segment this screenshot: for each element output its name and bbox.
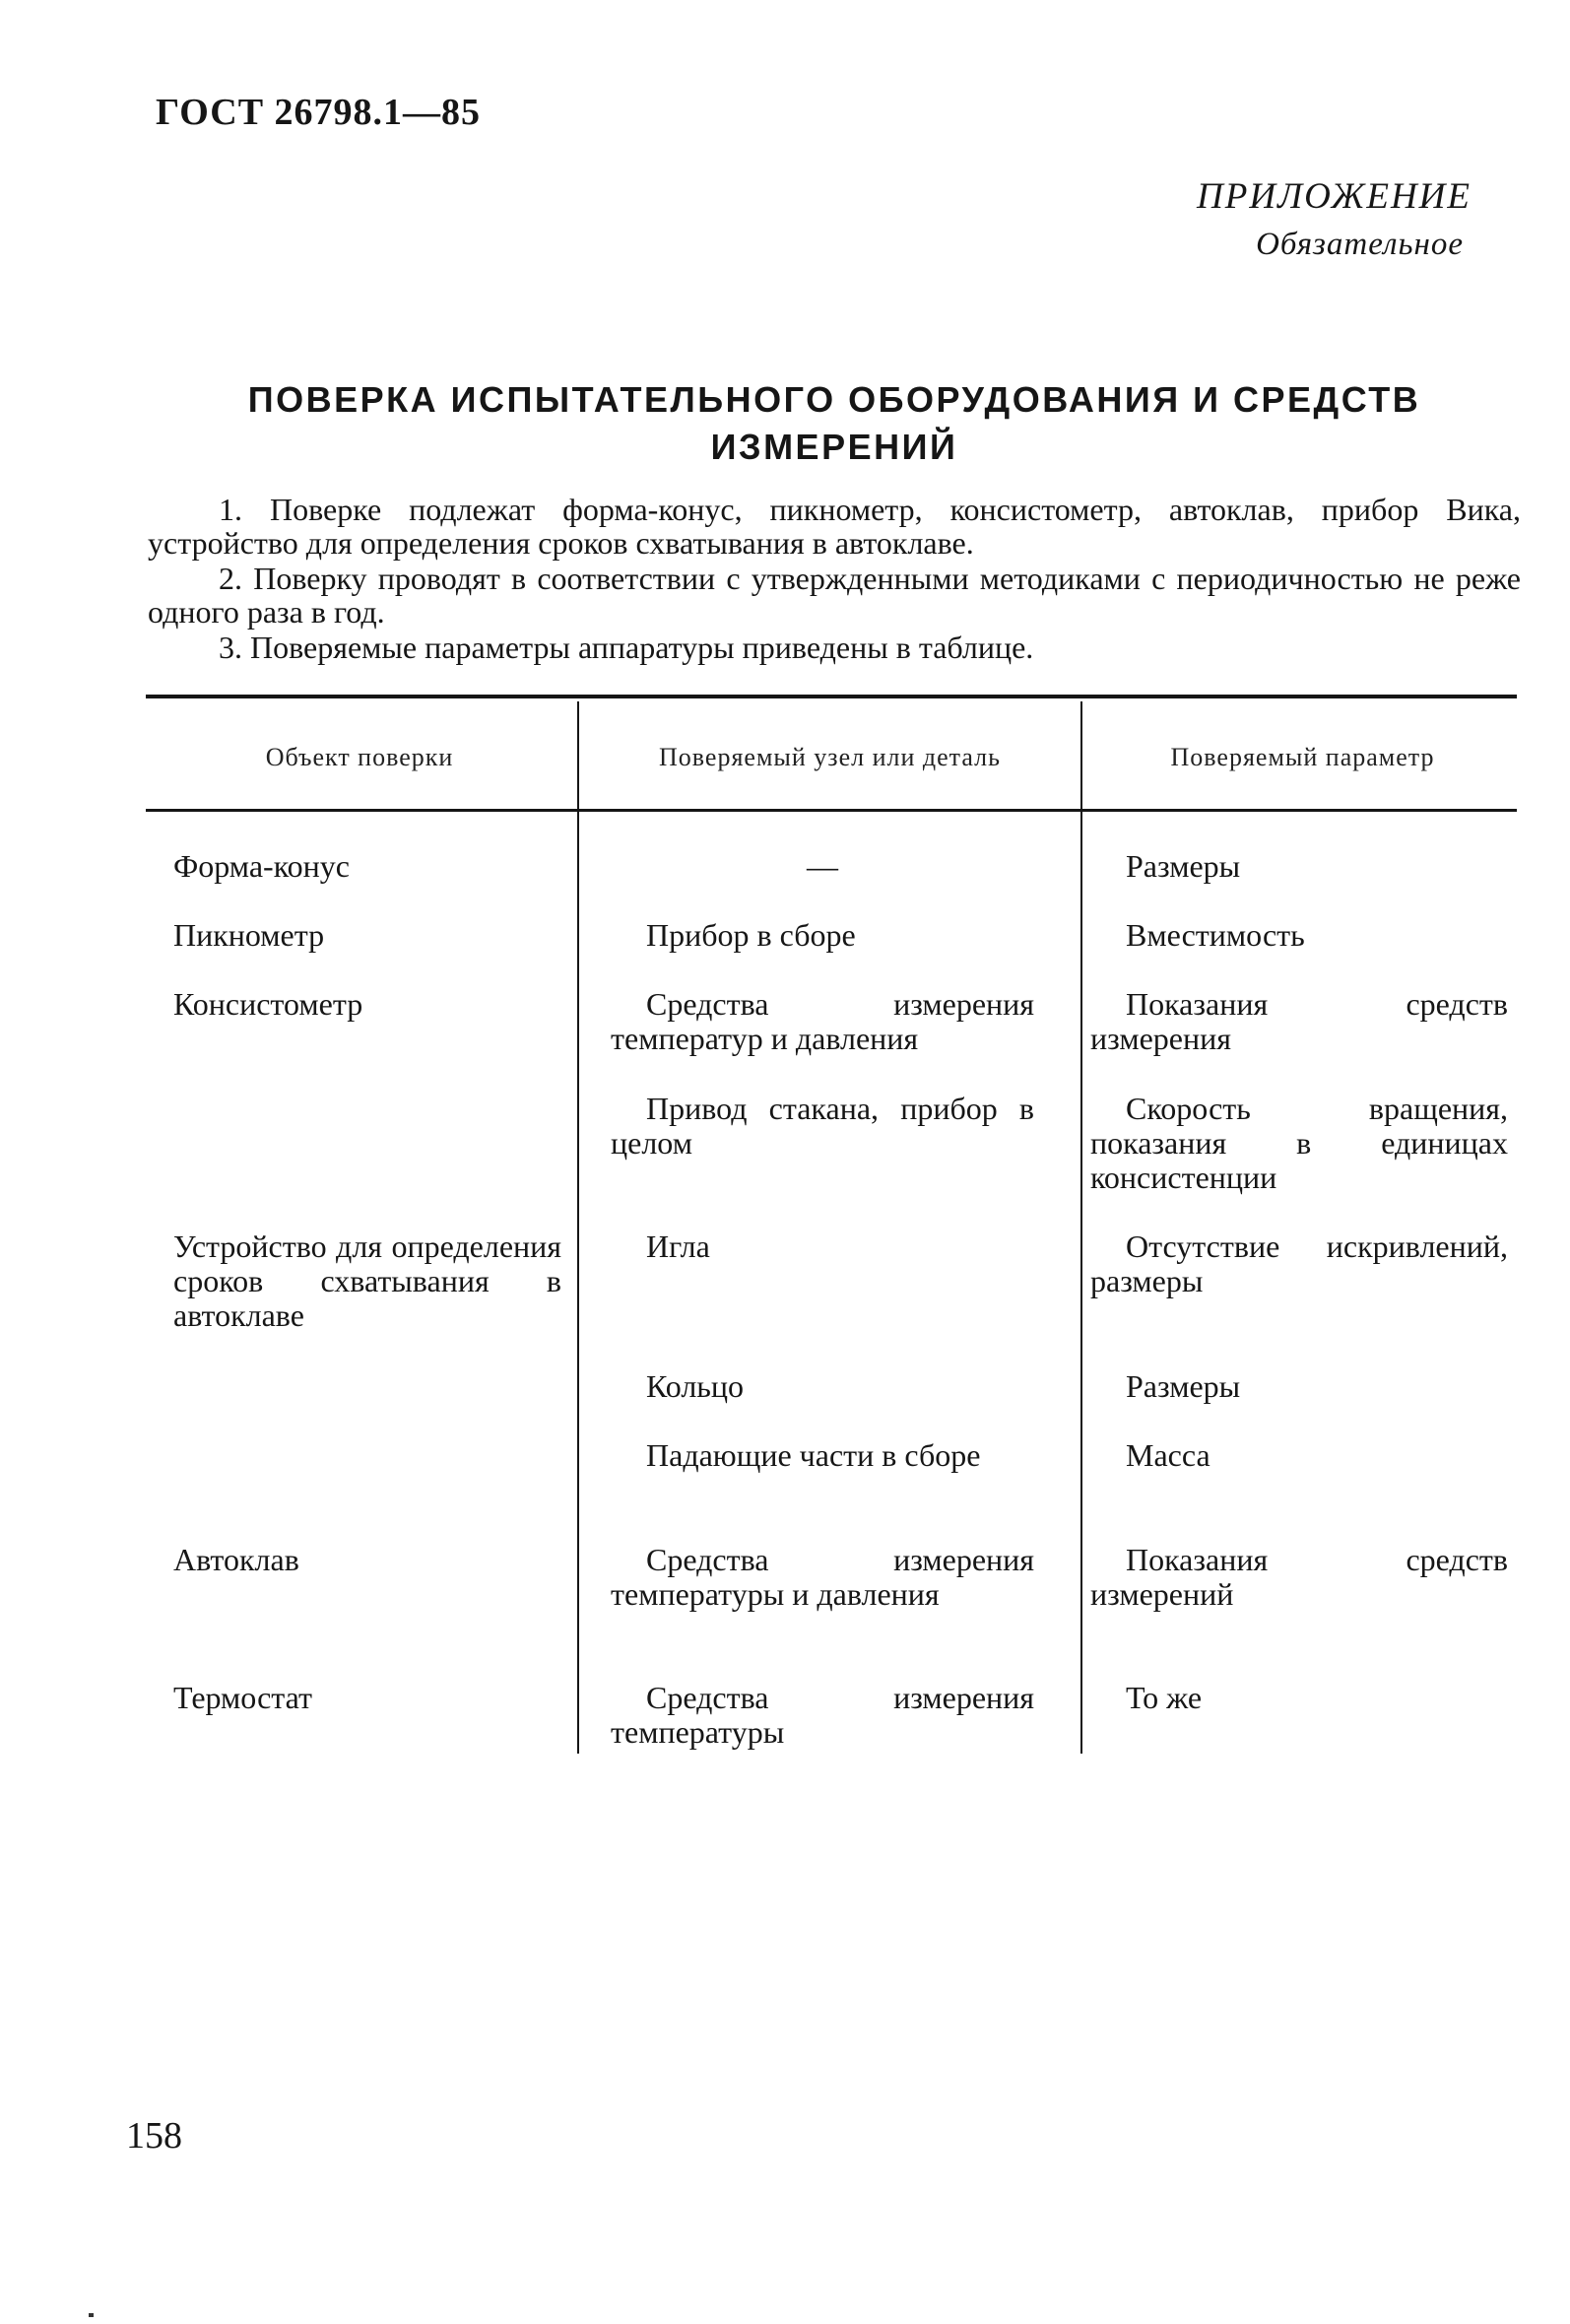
table-row-7-param: Масса: [1126, 1437, 1210, 1473]
table-row-9-object: Термостат: [173, 1680, 313, 1715]
table-top-rule: [146, 695, 1517, 698]
paragraph-1-text: 1. Поверке подлежат форма-конус, пикнометр, консистометр, автоклав, прибор Вика, устройство для определения сроков схватывания в автоклаве.: [148, 492, 1521, 561]
table-row-3-object: Консистометр: [173, 986, 363, 1022]
table-row-1-param: Размеры: [1126, 848, 1241, 884]
table-header-object: Объект поверки: [265, 743, 454, 771]
paragraph-2-text: 2. Поверку проводят в соответствии с утвержденными методиками с периодичностью не реже одного раза в год.: [148, 561, 1521, 630]
table-column-divider-1: [577, 701, 579, 1754]
table-row-9-part: Средства измерения температуры: [611, 1680, 1034, 1750]
table-row-5-part: Игла: [646, 1228, 710, 1264]
paragraph-3: [148, 631, 1521, 664]
table-header-part: Поверяемый узел или деталь: [659, 743, 1001, 771]
table-column-divider-2: [1080, 701, 1082, 1754]
appendix-label: ПРИЛОЖЕНИЕ: [1197, 176, 1472, 217]
table-row-1-part: —: [807, 848, 838, 884]
table-row-6-param: Размеры: [1126, 1368, 1241, 1404]
scan-speck: [89, 2313, 94, 2317]
table-header-param: Поверяемый параметр: [1170, 743, 1435, 771]
table-row-2-object: Пикнометр: [173, 917, 325, 953]
paragraph-3-text: 3. Поверяемые параметры аппаратуры приведены в таблице.: [219, 630, 1034, 665]
table-header-rule: [146, 809, 1517, 812]
document-id: ГОСТ 26798.1—85: [156, 92, 482, 133]
table-row-1-object: Форма-конус: [173, 848, 350, 884]
table-row-4-param: Скорость вращения, показания в единицах консистенции: [1090, 1091, 1508, 1195]
page-title-line-2: ИЗМЕРЕНИЙ: [710, 427, 958, 467]
table-row-2-part: Прибор в сборе: [646, 917, 856, 953]
table-row-6-part: Кольцо: [646, 1368, 745, 1404]
paragraph-1: [148, 493, 1521, 560]
table-row-9-param: То же: [1126, 1680, 1203, 1715]
table-row-7-part: Падающие части в сборе: [646, 1437, 981, 1473]
table-row-3-param: Показания средств измерения: [1090, 986, 1508, 1056]
page-number: 158: [126, 2115, 182, 2157]
paragraph-2: [148, 562, 1521, 629]
page-title-line-1: ПОВЕРКА ИСПЫТАТЕЛЬНОГО ОБОРУДОВАНИЯ И СРЕДСТВ: [247, 379, 1421, 420]
appendix-status: Обязательное: [1256, 227, 1464, 262]
table-row-3-part: Средства измерения температур и давления: [611, 986, 1034, 1056]
table-row-4-part: Привод стакана, прибор в целом: [611, 1091, 1034, 1161]
page-title: [148, 376, 1521, 471]
table-row-8-part: Средства измерения температуры и давления: [611, 1542, 1034, 1612]
table-row-2-param: Вместимость: [1126, 917, 1305, 953]
table-row-5-object: Устройство для определения сроков схватывания в автоклаве: [173, 1228, 561, 1333]
table-row-8-object: Автоклав: [173, 1542, 299, 1577]
table-row-5-param: Отсутствие искривлений, размеры: [1090, 1228, 1508, 1298]
table-row-8-param: Показания средств измерений: [1090, 1542, 1508, 1612]
